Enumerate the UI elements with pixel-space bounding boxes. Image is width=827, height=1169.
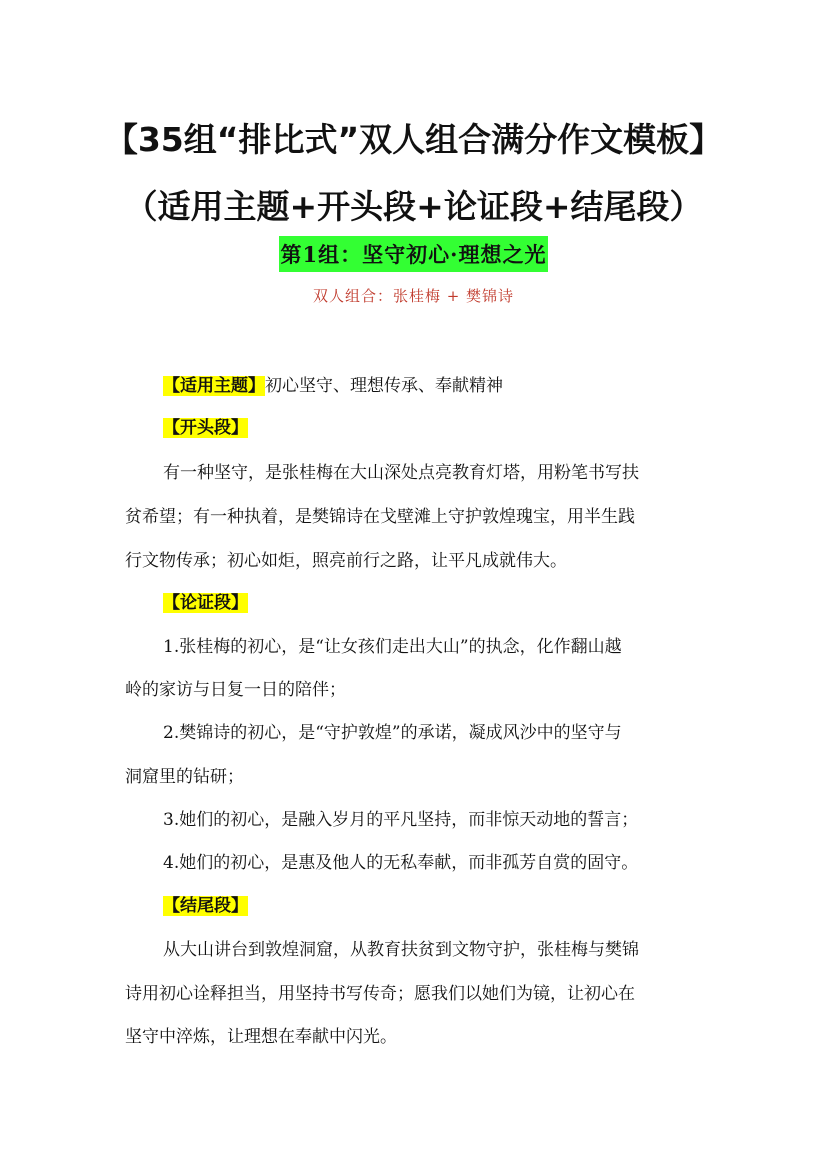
opening-label: 【开头段】: [163, 418, 248, 438]
group-heading: [0, 236, 827, 272]
ending-line: 从大山讲台到敦煌洞窟，从教育扶贫到文物守护，张桂梅与樊锦: [163, 940, 639, 960]
argument-line: 洞窟里的钻研；: [125, 767, 244, 787]
ending-line: 诗用初心诠释担当，用坚持书写传奇；愿我们以她们为镜，让初心在: [125, 984, 635, 1004]
ending-row: [163, 891, 248, 916]
argument-row: [163, 588, 248, 613]
argument-line: 岭的家访与日复一日的陪伴；: [125, 680, 346, 700]
topic-row: [163, 371, 503, 396]
opening-line: 有一种坚守，是张桂梅在大山深处点亮教育灯塔，用粉笔书写扶: [163, 463, 639, 483]
argument-label: 【论证段】: [163, 593, 248, 613]
opening-row: [163, 413, 248, 438]
document-subtitle: （适用主题+开头段+论证段+结尾段）: [124, 187, 703, 226]
topic-label: 【适用主题】: [163, 376, 265, 396]
document-title: 【35组“排比式”双人组合满分作文模板】: [104, 120, 723, 159]
opening-line: 贫希望；有一种执着，是樊锦诗在戈壁滩上守护敦煌瑰宝，用半生践: [125, 507, 635, 527]
group-title: 第1组：坚守初心·理想之光: [279, 236, 549, 272]
argument-line: 1.张桂梅的初心，是“让女孩们走出大山”的执念，化作翻山越: [163, 637, 622, 657]
argument-line: 4.她们的初心，是惠及他人的无私奉献，而非孤芳自赏的固守。: [163, 853, 639, 873]
argument-line: 2.樊锦诗的初心，是“守护敦煌”的承诺，凝成风沙中的坚守与: [163, 723, 622, 743]
topic-text: 初心坚守、理想传承、奉献精神: [265, 376, 503, 396]
opening-line: 行文物传承；初心如炬，照亮前行之路，让平凡成就伟大。: [125, 551, 567, 571]
ending-label: 【结尾段】: [163, 896, 248, 916]
pair-line: 双人组合：张桂梅 + 樊锦诗: [312, 287, 515, 305]
ending-line: 坚守中淬炼，让理想在奉献中闪光。: [125, 1027, 397, 1047]
argument-line: 3.她们的初心，是融入岁月的平凡坚持，而非惊天动地的誓言；: [163, 810, 639, 830]
